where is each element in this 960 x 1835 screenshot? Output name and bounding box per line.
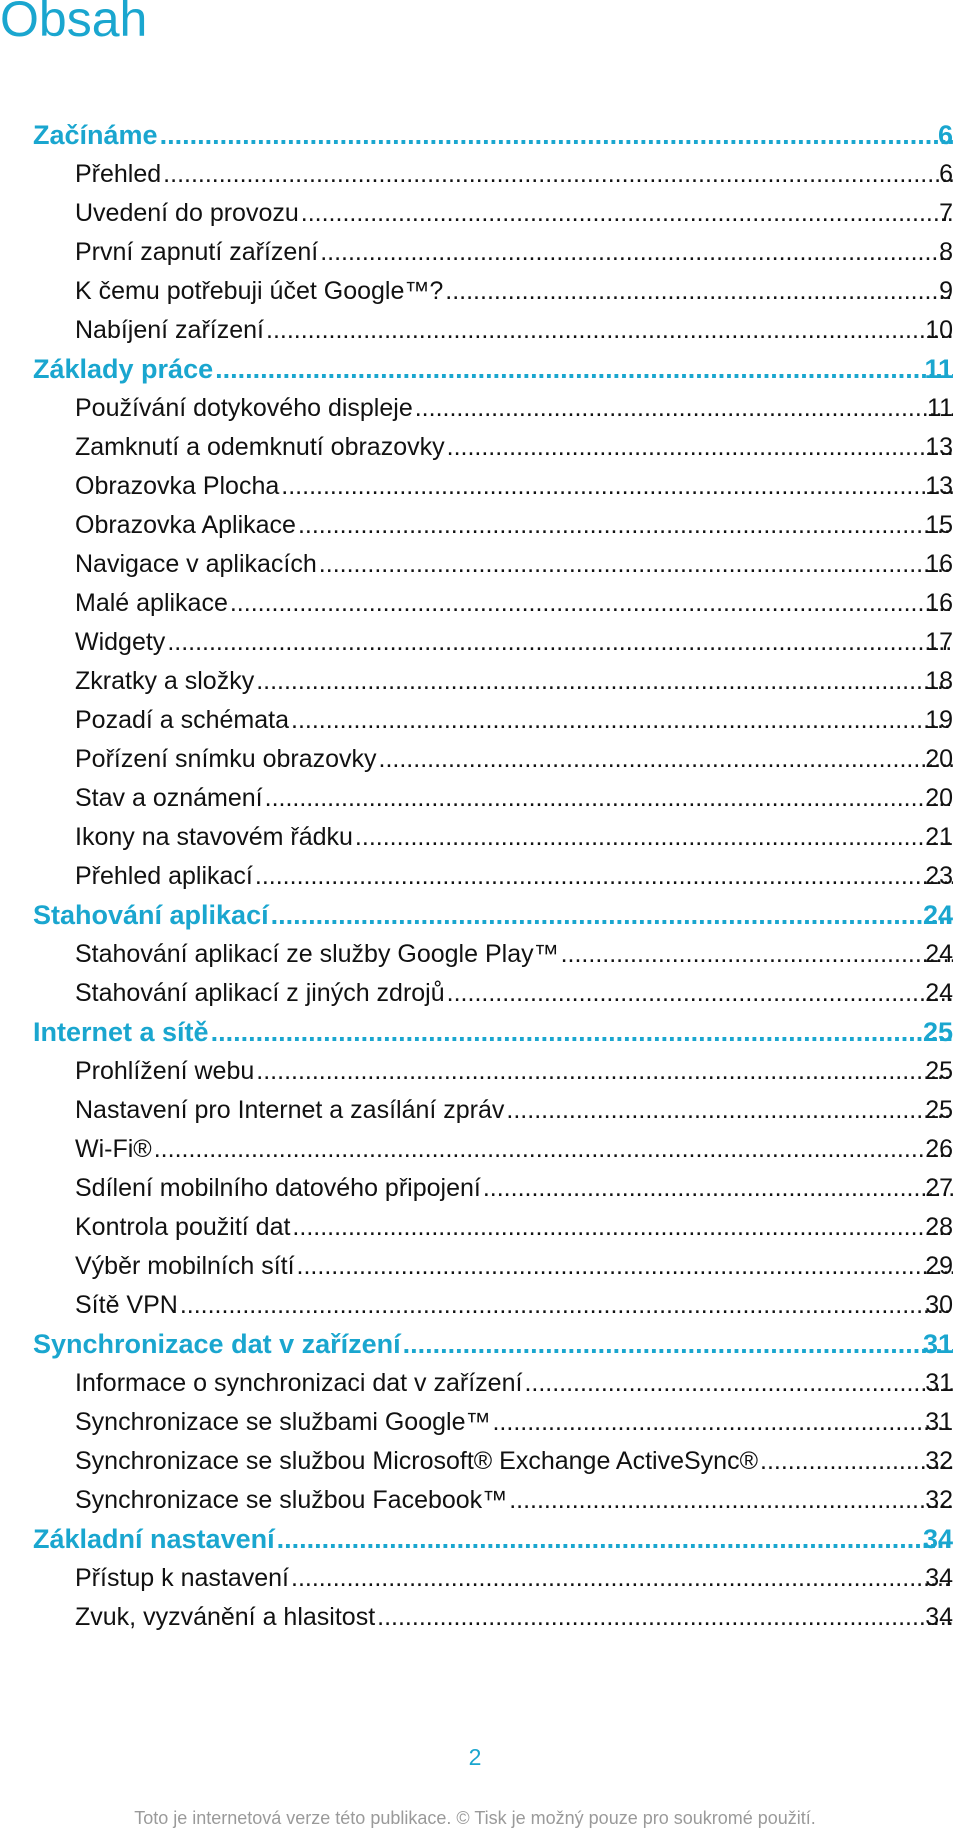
toc-entry[interactable] [33, 194, 953, 233]
toc-section-entry[interactable] [33, 1013, 953, 1052]
toc-entry-title: Synchronizace se službou Microsoft® Exchange ActiveSync® ..... [75, 1442, 760, 1481]
toc-entry-title: Uvedení do provozu ..... [75, 194, 301, 233]
toc-entry[interactable] [33, 1481, 953, 1520]
toc-entry-title: Stahování aplikací ze služby Google Play™ ..... [75, 935, 561, 974]
toc-entry[interactable] [33, 1169, 953, 1208]
toc-entry-title: Kontrola použití dat ..... [75, 1208, 292, 1247]
toc-entry-title: Prohlížení webu ..... [75, 1052, 256, 1091]
toc-entry-title: Widgety ..... [75, 623, 167, 662]
page-number: 2 [468, 1744, 482, 1770]
toc-entry[interactable] [33, 155, 953, 194]
toc-section-title: Základy práce ..... [33, 350, 215, 389]
toc-entry[interactable] [33, 818, 953, 857]
toc-entry-title: Ikony na stavovém řádku ..... [75, 818, 355, 857]
toc-entry[interactable] [33, 740, 953, 779]
toc-entry[interactable] [33, 1442, 953, 1481]
toc-entry-title: Zkratky a složky ..... [75, 662, 256, 701]
toc-entry[interactable] [33, 1403, 953, 1442]
toc-section-entry[interactable] [33, 1520, 953, 1559]
toc-entry-title: Navigace v aplikacích ..... [75, 545, 319, 584]
toc-section-entry[interactable] [33, 116, 953, 155]
toc-section-title: Základní nastavení ..... [33, 1520, 277, 1559]
toc-entry[interactable] [33, 935, 953, 974]
toc-section-title: Synchronizace dat v zařízení ..... [33, 1325, 403, 1364]
toc-entry-title: Přehled aplikací ..... [75, 857, 255, 896]
toc-entry[interactable] [33, 1286, 953, 1325]
toc-section-entry[interactable] [33, 896, 953, 935]
toc-entry-title: Přehled ..... [75, 155, 163, 194]
toc-entry-title: K čemu potřebuji účet Google™? ..... [75, 272, 445, 311]
toc-entry-title: Obrazovka Plocha ..... [75, 467, 281, 506]
toc-entry-title: Zamknutí a odemknutí obrazovky ..... [75, 428, 447, 467]
toc-entry[interactable] [33, 506, 953, 545]
toc-section-title: Internet a sítě ..... [33, 1013, 211, 1052]
footer-note: Toto je internetová verze této publikace. © Tisk je možný pouze pro soukromé použití. [134, 1808, 816, 1828]
toc-entry-title: Synchronizace se službami Google™ ..... [75, 1403, 492, 1442]
toc-entry-title: Sítě VPN ..... [75, 1286, 180, 1325]
table-of-contents [33, 116, 953, 1637]
toc-section-entry[interactable] [33, 350, 953, 389]
toc-entry-title: Malé aplikace ..... [75, 584, 230, 623]
toc-entry-title: Stav a oznámení ..... [75, 779, 265, 818]
toc-entry[interactable] [33, 1091, 953, 1130]
toc-entry[interactable] [33, 1052, 953, 1091]
toc-entry-title: Pořízení snímku obrazovky ..... [75, 740, 379, 779]
toc-entry[interactable] [33, 974, 953, 1013]
toc-entry-title: Wi-Fi® ..... [75, 1130, 154, 1169]
toc-entry[interactable] [33, 545, 953, 584]
toc-entry-title: Synchronizace se službou Facebook™ ..... [75, 1481, 509, 1520]
toc-entry-title: Stahování aplikací z jiných zdrojů ..... [75, 974, 447, 1013]
toc-entry-title: Výběr mobilních sítí ..... [75, 1247, 297, 1286]
toc-entry-title: Obrazovka Aplikace ..... [75, 506, 298, 545]
toc-entry[interactable] [33, 1130, 953, 1169]
toc-entry[interactable] [33, 272, 953, 311]
toc-entry[interactable] [33, 857, 953, 896]
toc-entry-title: Informace o synchronizaci dat v zařízení ..... [75, 1364, 524, 1403]
toc-entry[interactable] [33, 779, 953, 818]
toc-entry-title: Sdílení mobilního datového připojení ..... [75, 1169, 483, 1208]
toc-entry[interactable] [33, 389, 953, 428]
toc-entry[interactable] [33, 1208, 953, 1247]
toc-entry[interactable] [33, 662, 953, 701]
toc-entry[interactable] [33, 311, 953, 350]
toc-entry-title: Používání dotykového displeje ..... [75, 389, 415, 428]
toc-entry-title: Zvuk, vyzvánění a hlasitost ..... [75, 1598, 377, 1637]
toc-entry[interactable] [33, 467, 953, 506]
toc-entry-title: První zapnutí zařízení ..... [75, 233, 320, 272]
toc-entry-title: Nastavení pro Internet a zasílání zpráv ..... [75, 1091, 506, 1130]
toc-section-title: Stahování aplikací ..... [33, 896, 271, 935]
toc-entry-title: Přístup k nastavení ..... [75, 1559, 291, 1598]
toc-entry[interactable] [33, 1598, 953, 1637]
toc-entry-title: Nabíjení zařízení ..... [75, 311, 266, 350]
toc-entry[interactable] [33, 701, 953, 740]
toc-entry-title: Pozadí a schémata ..... [75, 701, 291, 740]
toc-entry[interactable] [33, 623, 953, 662]
toc-entry[interactable] [33, 233, 953, 272]
toc-entry[interactable] [33, 584, 953, 623]
page-title: Obsah [0, 0, 148, 47]
toc-section-entry[interactable] [33, 1325, 953, 1364]
toc-entry[interactable] [33, 1247, 953, 1286]
toc-entry[interactable] [33, 428, 953, 467]
toc-entry[interactable] [33, 1559, 953, 1598]
toc-entry[interactable] [33, 1364, 953, 1403]
toc-section-title: Začínáme ..... [33, 116, 160, 155]
